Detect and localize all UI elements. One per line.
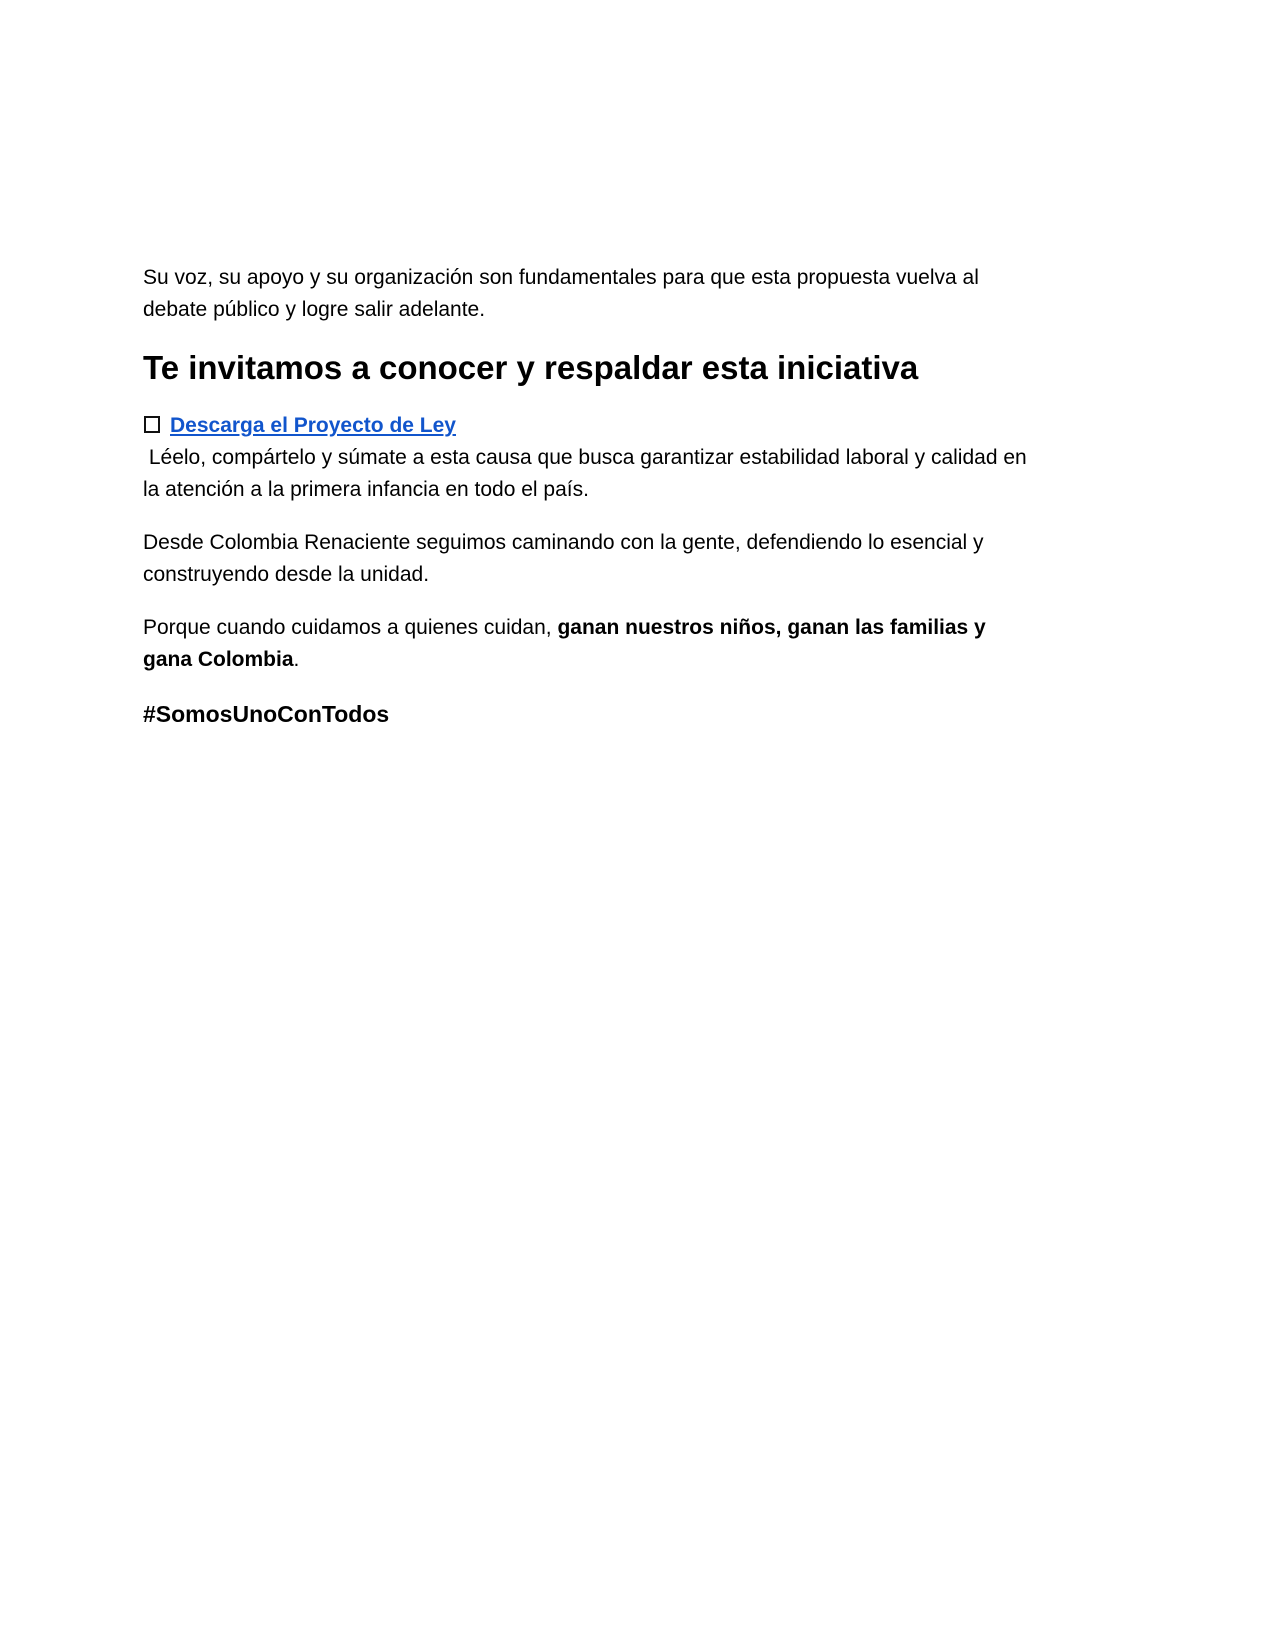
closing-line-2-punct: . xyxy=(293,648,300,671)
download-line-3: la atención a la primera infancia en todo el país. xyxy=(143,478,589,501)
paragraph-unity xyxy=(143,527,1135,591)
intro-line-2: debate público y logre salir adelante. xyxy=(143,298,486,321)
download-line-2: Léelo, compártelo y súmate a esta causa que busca garantizar estabilidad laboral y calidad en xyxy=(143,446,1027,469)
unity-line-2: construyendo desde la unidad. xyxy=(143,563,430,586)
download-law-link[interactable]: Descarga el Proyecto de Ley xyxy=(170,414,456,437)
hashtag-text: #SomosUnoConTodos xyxy=(143,701,390,727)
section-heading: Te invitamos a conocer y respaldar esta iniciativa xyxy=(143,349,919,386)
unity-line-1: Desde Colombia Renaciente seguimos caminando con la gente, defendiendo lo esencial y xyxy=(143,531,984,554)
download-link-line xyxy=(143,410,1135,442)
paragraph-closing xyxy=(143,612,1135,676)
paragraph-intro xyxy=(143,262,1135,326)
closing-line-1 xyxy=(143,612,1135,644)
paragraph-download xyxy=(143,410,1135,506)
intro-line-1: Su voz, su apoyo y su organización son fundamentales para que esta propuesta vuelva al xyxy=(143,266,979,289)
closing-line-2-bold: gana Colombia xyxy=(143,648,294,671)
missing-glyph-icon xyxy=(144,416,160,433)
closing-line-1-regular: Porque cuando cuidamos a quienes cuidan, xyxy=(143,616,558,639)
closing-line-1-bold: ganan nuestros niños, ganan las familias y xyxy=(557,616,986,639)
closing-line-2 xyxy=(143,644,1135,676)
